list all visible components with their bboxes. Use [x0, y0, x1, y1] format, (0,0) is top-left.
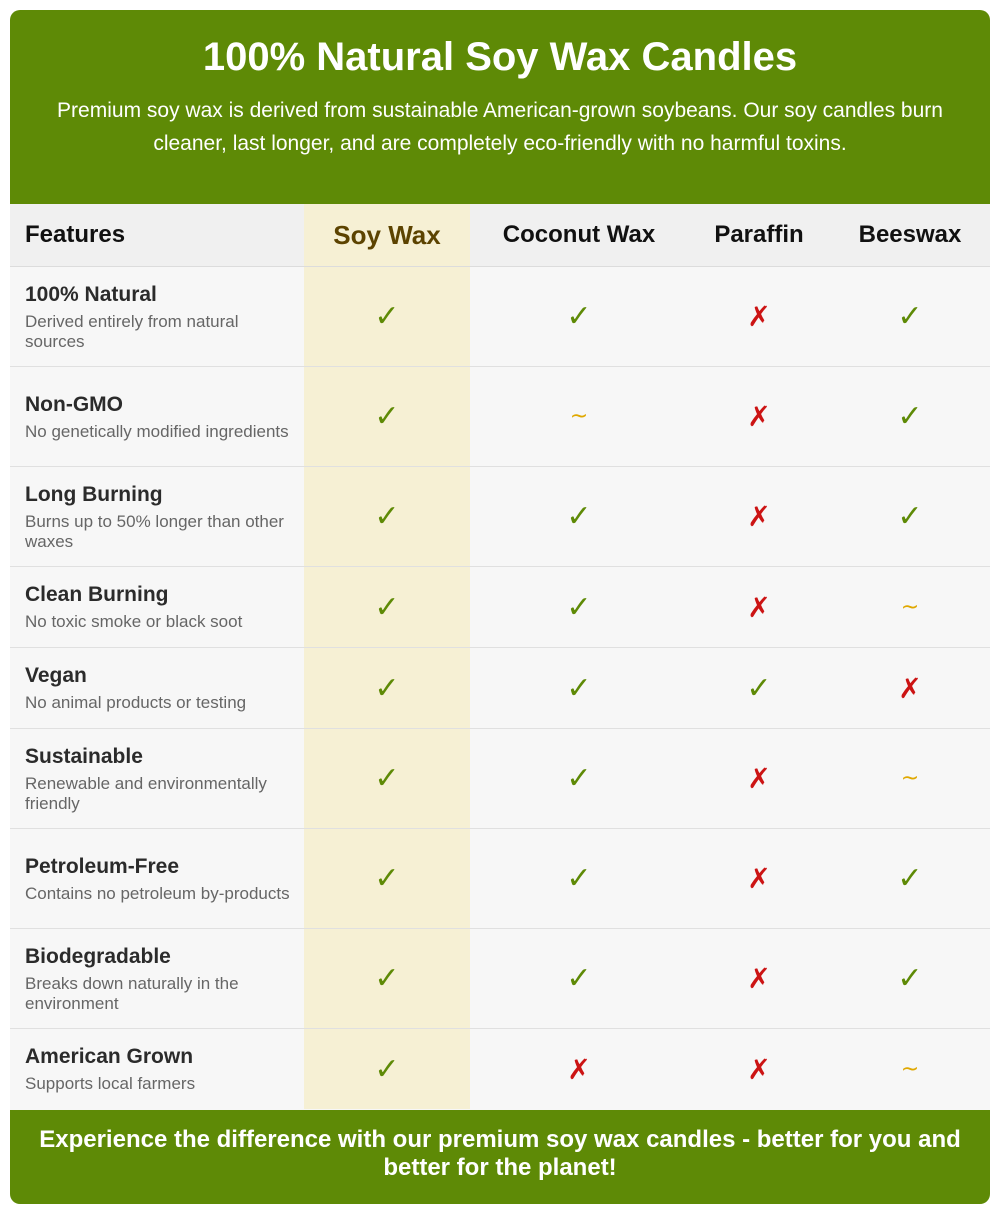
cell-paraffin: [688, 267, 830, 367]
comparison-table: [10, 204, 990, 1109]
cross-icon: ✗: [747, 1052, 771, 1086]
feature-name: Non-GMO: [25, 392, 123, 416]
cell-paraffin: [688, 567, 830, 648]
column-header-features: Features: [10, 204, 304, 267]
table-row: [10, 729, 990, 829]
cell-paraffin: [688, 648, 830, 729]
check-icon: ✓: [374, 589, 400, 625]
page-subtitle: Premium soy wax is derived from sustainable American-grown soybeans. Our soy candles burn cleaner, last longer, and are completely eco-friendly with no harmful toxins.: [57, 99, 943, 155]
cell-beeswax: [830, 729, 990, 829]
partial-icon: ~: [900, 766, 920, 791]
table-row: [10, 367, 990, 467]
page-title: 100% Natural Soy Wax Candles: [202, 35, 798, 79]
feature-description: Burns up to 50% longer than other waxes: [25, 511, 284, 551]
cell-beeswax: [830, 267, 990, 367]
cell-paraffin: [688, 729, 830, 829]
table-row: [10, 567, 990, 648]
feature-description: No genetically modified ingredients: [25, 421, 289, 441]
cell-soy-wax: [304, 829, 470, 929]
cross-icon: ✗: [747, 300, 771, 333]
column-header-beeswax: Beeswax: [830, 204, 990, 267]
feature-name: Biodegradable: [25, 944, 171, 968]
feature-description: Breaks down naturally in the environment: [25, 973, 239, 1013]
column-header-soy-wax: Soy Wax: [304, 204, 470, 267]
footer-banner: [10, 1110, 990, 1204]
check-icon: ✓: [566, 299, 592, 334]
partial-icon: ~: [569, 404, 589, 429]
table-row: [10, 929, 990, 1029]
table-row: [10, 648, 990, 729]
feature-description: Renewable and environmentally friendly: [25, 773, 267, 813]
cell-beeswax: [830, 567, 990, 648]
cell-coconut-wax: [470, 648, 688, 729]
feature-name: Long Burning: [25, 482, 163, 506]
check-icon: ✓: [566, 670, 592, 706]
feature-name: Sustainable: [25, 744, 143, 768]
cell-coconut-wax: [470, 829, 688, 929]
cell-soy-wax: [304, 567, 470, 648]
feature-description: Contains no petroleum by-products: [25, 883, 290, 903]
cell-beeswax: [830, 1029, 990, 1110]
feature-description: Supports local farmers: [25, 1074, 196, 1093]
table-row: [10, 829, 990, 929]
cell-coconut-wax: [470, 567, 688, 648]
check-icon: ✓: [897, 861, 923, 896]
cell-coconut-wax: [470, 267, 688, 367]
cell-beeswax: [830, 467, 990, 567]
table-row: [10, 267, 990, 367]
table-row: [10, 467, 990, 567]
feature-cell: [10, 929, 304, 1029]
check-icon: ✓: [566, 589, 592, 625]
cross-icon: ✗: [898, 671, 922, 705]
check-icon: ✓: [374, 761, 400, 796]
cross-icon: ✗: [747, 762, 771, 795]
cell-soy-wax: [304, 467, 470, 567]
feature-cell: [10, 367, 304, 467]
cell-paraffin: [688, 829, 830, 929]
check-icon: ✓: [566, 861, 592, 896]
cross-icon: ✗: [747, 500, 771, 533]
table-row: [10, 1029, 990, 1110]
feature-name: American Grown: [25, 1045, 194, 1068]
feature-cell: [10, 467, 304, 567]
cross-icon: ✗: [747, 400, 771, 433]
cell-paraffin: [688, 929, 830, 1029]
cell-paraffin: [688, 367, 830, 467]
feature-cell: [10, 567, 304, 648]
comparison-card: [10, 10, 990, 1204]
check-icon: ✓: [566, 961, 592, 996]
cell-soy-wax: [304, 1029, 470, 1110]
feature-description: No animal products or testing: [25, 693, 247, 712]
cell-soy-wax: [304, 929, 470, 1029]
cell-soy-wax: [304, 648, 470, 729]
check-icon: ✓: [746, 670, 772, 706]
cell-paraffin: [688, 1029, 830, 1110]
cell-beeswax: [830, 367, 990, 467]
check-icon: ✓: [374, 1051, 400, 1087]
feature-description: No toxic smoke or black soot: [25, 612, 243, 631]
cell-soy-wax: [304, 729, 470, 829]
feature-name: Petroleum-Free: [25, 854, 180, 878]
cell-coconut-wax: [470, 467, 688, 567]
feature-name: Vegan: [25, 664, 87, 687]
cross-icon: ✗: [567, 1052, 591, 1086]
feature-cell: [10, 829, 304, 929]
check-icon: ✓: [374, 299, 400, 334]
check-icon: ✓: [566, 761, 592, 796]
check-icon: ✓: [374, 399, 400, 434]
table-header-row: [10, 204, 990, 267]
feature-cell: [10, 729, 304, 829]
feature-cell: [10, 648, 304, 729]
cell-soy-wax: [304, 267, 470, 367]
column-header-coconut-wax: Coconut Wax: [470, 204, 688, 267]
check-icon: ✓: [374, 499, 400, 534]
feature-description: Derived entirely from natural sources: [25, 311, 239, 351]
partial-icon: ~: [900, 1056, 920, 1082]
check-icon: ✓: [374, 861, 400, 896]
cell-beeswax: [830, 929, 990, 1029]
cell-coconut-wax: [470, 929, 688, 1029]
cell-beeswax: [830, 648, 990, 729]
check-icon: ✓: [897, 299, 923, 334]
cell-soy-wax: [304, 367, 470, 467]
cross-icon: ✗: [747, 590, 771, 624]
feature-cell: [10, 1029, 304, 1110]
footer-text: Experience the difference with our premium soy wax candles - better for you and better for the planet!: [39, 1126, 961, 1181]
cell-coconut-wax: [470, 729, 688, 829]
cell-coconut-wax: [470, 367, 688, 467]
check-icon: ✓: [374, 670, 400, 706]
feature-name: 100% Natural: [25, 282, 157, 306]
feature-name: Clean Burning: [25, 583, 169, 606]
feature-cell: [10, 267, 304, 367]
check-icon: ✓: [566, 499, 592, 534]
cell-paraffin: [688, 467, 830, 567]
cross-icon: ✗: [747, 862, 771, 895]
partial-icon: ~: [900, 594, 920, 620]
cross-icon: ✗: [747, 962, 771, 995]
check-icon: ✓: [897, 499, 923, 534]
check-icon: ✓: [897, 961, 923, 996]
check-icon: ✓: [374, 961, 400, 996]
header-banner: [10, 10, 990, 204]
check-icon: ✓: [897, 399, 923, 434]
cell-coconut-wax: [470, 1029, 688, 1110]
column-header-paraffin: Paraffin: [688, 204, 830, 267]
cell-beeswax: [830, 829, 990, 929]
